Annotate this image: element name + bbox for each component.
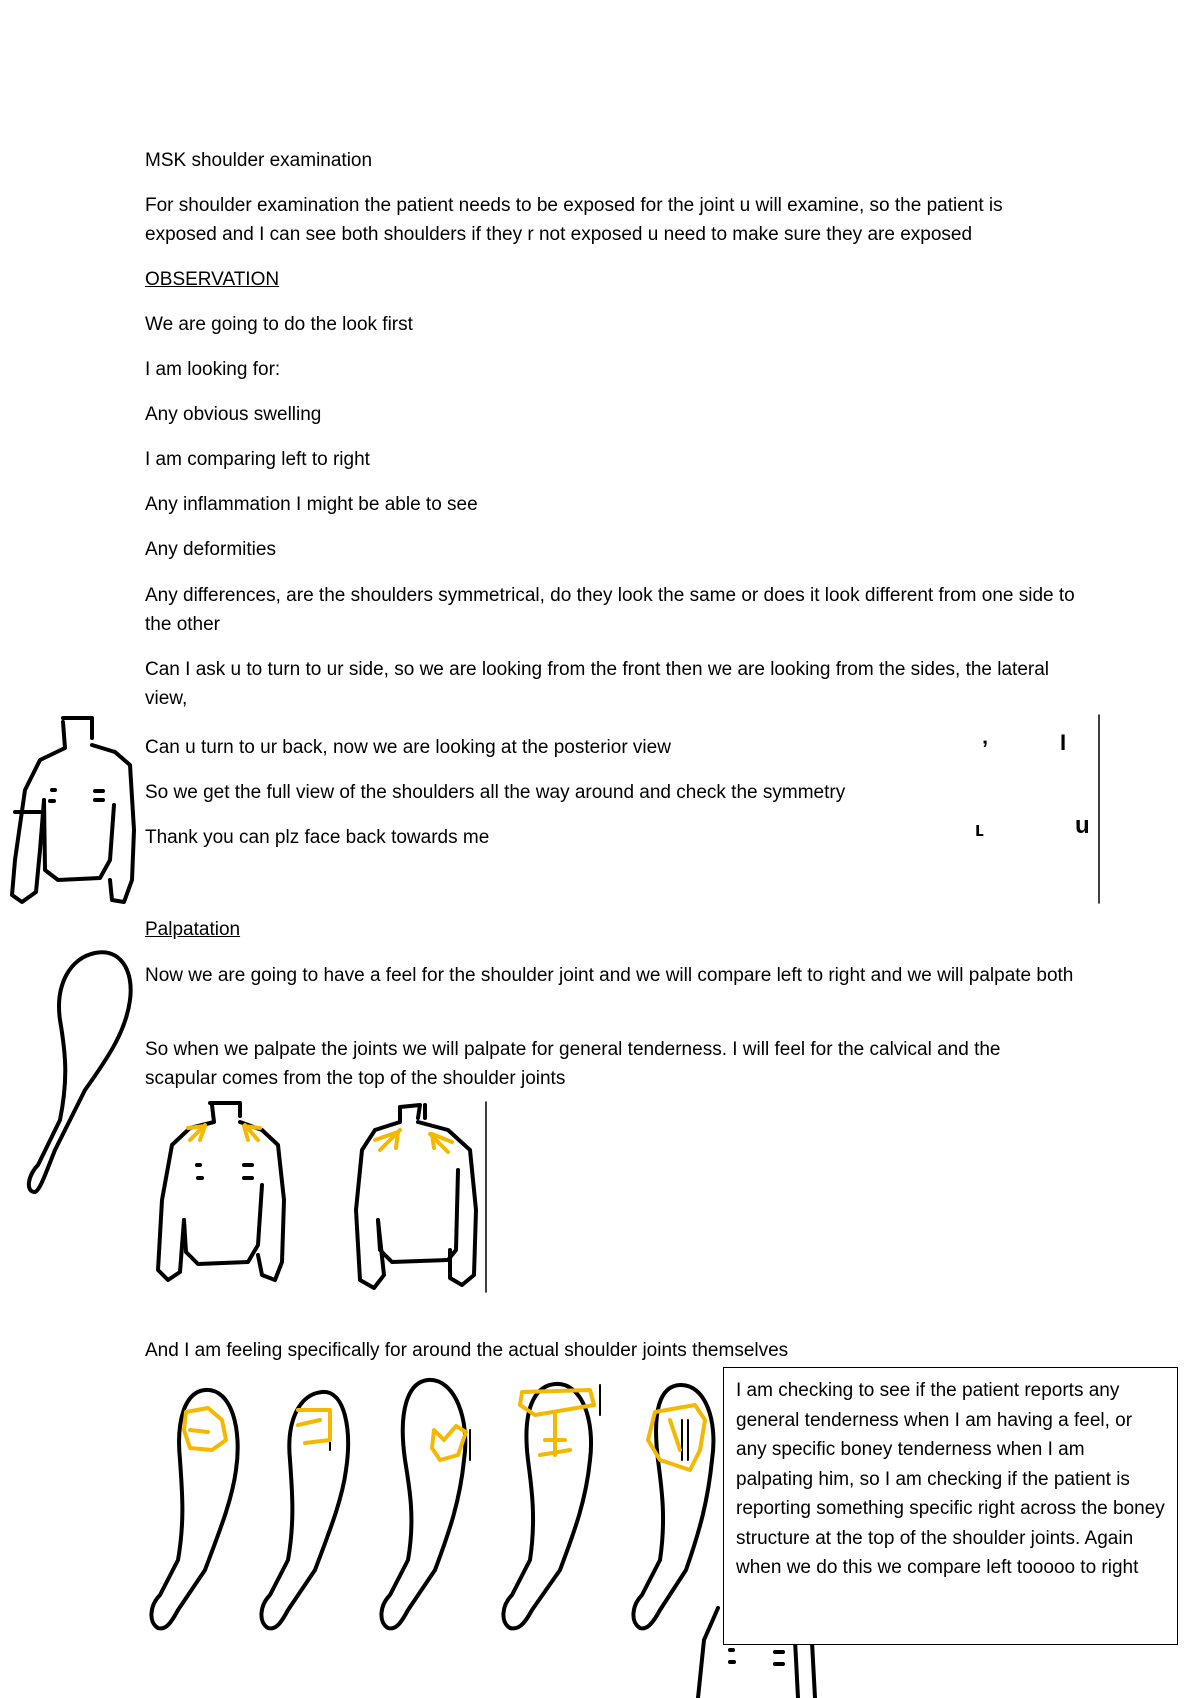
observation-line: So we get the full view of the shoulders all the way around and check the symmetry [145, 782, 846, 803]
observation-heading: OBSERVATION [145, 269, 280, 290]
torso-front-palpation-sketch [158, 1103, 284, 1280]
observation-line: Can u turn to ur back, now we are looking at the posterior view [145, 737, 671, 758]
intro-paragraph: For shoulder examination the patient needs to be exposed for the joint u will examine, so the patient is exposed and I can see both shoulders if they r not exposed u need to make sure they are exposed [145, 195, 1003, 245]
stray-mark: ʼ [982, 736, 989, 761]
back-highlight-marks [375, 1130, 452, 1152]
arm-row-highlight-marks [184, 1390, 705, 1470]
observation-line: Any inflammation I might be able to see [145, 494, 478, 515]
observation-line: Thank you can plz face back towards me [145, 827, 490, 848]
observation-line: Any obvious swelling [145, 404, 322, 425]
palpation-heading: Palpatation [145, 919, 241, 940]
observation-line: I am comparing left to right [145, 449, 370, 470]
arm-sketch-row [151, 1380, 713, 1628]
torso-back-sketch [356, 1105, 476, 1288]
arm-row-lines [330, 1385, 688, 1460]
stray-mark: ʟ [975, 819, 985, 841]
observation-line: Any deformities [145, 539, 276, 560]
torso-front-sketch [12, 718, 134, 902]
observation-line: Can I ask u to turn to ur side, so we are looking from the front then we are looking from the sides, the lateral view, [145, 659, 1050, 709]
observation-line: I am looking for: [145, 359, 281, 380]
palpation-line: And I am feeling specifically for around the actual shoulder joints themselves [145, 1340, 789, 1361]
note-box: I am checking to see if the patient reports any general tenderness when I am having a feel, or any specific boney tenderness when I am palpating him, so I am checking if the patient is reporting something specific right across the boney structure at the top of the shoulder joints. Again when we do this we compare left tooooo to right [723, 1367, 1178, 1645]
document-title: MSK shoulder examination [145, 150, 373, 171]
palpation-line: So when we palpate the joints we will palpate for general tenderness. I will feel for the calvical and the scapular comes from the top of the shoulder joints [145, 1039, 1001, 1089]
palpation-line: Now we are going to have a feel for the shoulder joint and we will compare left to right and we will palpate both [145, 965, 1074, 986]
stray-mark: Ɩ [1060, 730, 1067, 755]
observation-line: We are going to do the look first [145, 314, 413, 335]
stray-mark: u [1075, 812, 1090, 839]
observation-line: Any differences, are the shoulders symmetrical, do they look the same or does it look different from one side to the other [145, 585, 1075, 635]
front-highlight-marks [188, 1125, 260, 1140]
arm-lateral-sketch [29, 952, 131, 1192]
